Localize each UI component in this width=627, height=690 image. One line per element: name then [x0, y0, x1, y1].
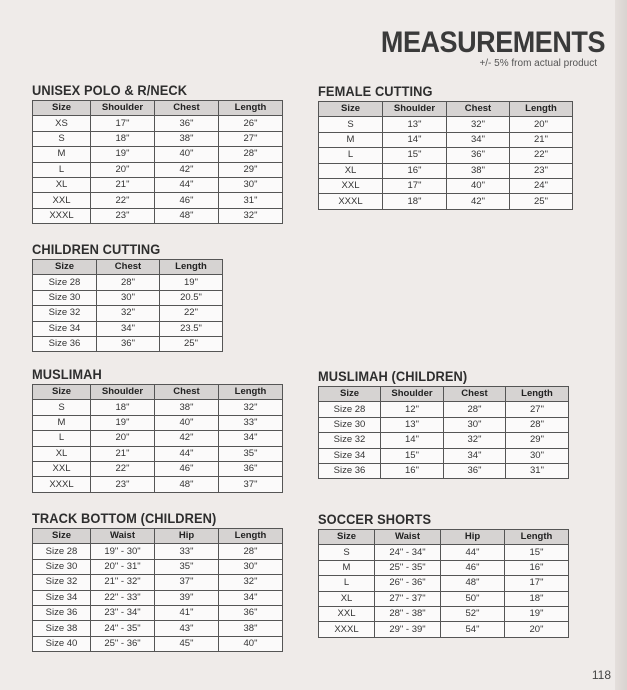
table-cell: 16": [381, 463, 444, 478]
table-row: [33, 575, 283, 590]
section-female-cutting: [318, 84, 573, 210]
table-cell: 20": [505, 622, 569, 637]
table-row: [33, 431, 283, 446]
column-header: Shoulder: [383, 102, 447, 117]
table-row: [319, 433, 569, 448]
table-cell: 34": [97, 321, 160, 336]
table-row: [319, 576, 569, 591]
table-cell: 40": [155, 147, 219, 162]
column-header: Shoulder: [91, 385, 155, 400]
table-cell: 27" - 37": [375, 591, 441, 606]
table-cell: 20" - 31": [91, 559, 155, 574]
table-cell: 14": [381, 433, 444, 448]
column-header: Size: [33, 260, 97, 275]
page-subtitle: +/- 5% from actual product: [479, 58, 597, 69]
table-cell: 37": [155, 575, 219, 590]
column-header: Chest: [97, 260, 160, 275]
table-cell: 36": [447, 148, 510, 163]
table-cell: S: [319, 545, 375, 560]
table-row: [33, 621, 283, 636]
table-cell: 29": [219, 162, 283, 177]
table-cell: 22": [510, 148, 573, 163]
table-row: [33, 544, 283, 559]
table-cell: 23.5": [160, 321, 223, 336]
table-cell: 18": [91, 400, 155, 415]
table-cell: 19": [505, 606, 569, 621]
table-cell: Size 34: [33, 590, 91, 605]
table-row: [33, 400, 283, 415]
table-cell: 28": [444, 402, 506, 417]
table-row: [33, 477, 283, 492]
table-cell: L: [319, 576, 375, 591]
table-cell: 24" - 34": [375, 545, 441, 560]
column-header: Chest: [155, 385, 219, 400]
column-header: Chest: [447, 102, 510, 117]
table-cell: 25" - 35": [375, 560, 441, 575]
page-title: MEASUREMENTS: [380, 26, 605, 59]
table-cell: 54": [441, 622, 505, 637]
table-cell: 39": [155, 590, 219, 605]
table-cell: 44": [155, 177, 219, 192]
table-cell: XXL: [319, 606, 375, 621]
table-cell: 15": [505, 545, 569, 560]
table-cell: 48": [155, 208, 219, 223]
section-title: UNISEX POLO & R/NECK: [32, 83, 188, 98]
table-cell: 17": [91, 116, 155, 131]
table-row: [319, 463, 569, 478]
table-cell: 25": [160, 336, 223, 351]
table-cell: 44": [441, 545, 505, 560]
table-cell: 13": [383, 117, 447, 132]
table-row: [319, 591, 569, 606]
size-table: [318, 101, 573, 210]
section-title: MUSLIMAH: [32, 367, 102, 382]
table-cell: 32": [219, 400, 283, 415]
table-cell: 21": [510, 132, 573, 147]
column-header: Size: [319, 102, 383, 117]
table-row: [33, 446, 283, 461]
table-cell: 27": [219, 131, 283, 146]
table-cell: 21": [91, 446, 155, 461]
table-cell: 13": [381, 417, 444, 432]
table-cell: 42": [155, 162, 219, 177]
table-cell: 34": [219, 431, 283, 446]
table-cell: 41": [155, 605, 219, 620]
table-cell: L: [33, 162, 91, 177]
section-track-bottom: [32, 511, 283, 652]
size-table: [32, 259, 223, 352]
table-cell: 23": [91, 477, 155, 492]
table-cell: Size 36: [33, 336, 97, 351]
table-cell: Size 38: [33, 621, 91, 636]
table-row: [33, 290, 223, 305]
column-header: Length: [219, 101, 283, 116]
table-cell: 21" - 32": [91, 575, 155, 590]
section-title: MUSLIMAH (CHILDREN): [318, 369, 468, 384]
table-cell: 22" - 33": [91, 590, 155, 605]
section-muslimah-children: [318, 369, 569, 479]
table-cell: XXXL: [319, 622, 375, 637]
table-cell: 34": [447, 132, 510, 147]
table-cell: M: [33, 147, 91, 162]
table-cell: 29": [506, 433, 569, 448]
column-header: Length: [505, 530, 569, 545]
table-cell: 23": [91, 208, 155, 223]
table-row: [33, 461, 283, 476]
table-row: [33, 559, 283, 574]
section-soccer-shorts: [318, 512, 569, 638]
table-cell: 28" - 38": [375, 606, 441, 621]
column-header: Length: [219, 529, 283, 544]
table-cell: Size 36: [33, 605, 91, 620]
table-cell: 21": [91, 177, 155, 192]
table-cell: 12": [381, 402, 444, 417]
size-table: [318, 386, 569, 479]
table-cell: 42": [447, 194, 510, 209]
table-row: [319, 622, 569, 637]
table-cell: 33": [219, 415, 283, 430]
table-row: [319, 132, 573, 147]
column-header: Size: [33, 529, 91, 544]
table-cell: 30": [444, 417, 506, 432]
table-row: [319, 560, 569, 575]
table-cell: XXL: [33, 461, 91, 476]
table-cell: 43": [155, 621, 219, 636]
section-title: CHILDREN CUTTING: [32, 242, 161, 257]
table-cell: M: [33, 415, 91, 430]
table-cell: 37": [219, 477, 283, 492]
table-row: [33, 177, 283, 192]
table-cell: Size 30: [33, 559, 91, 574]
column-header: Size: [319, 530, 375, 545]
table-row: [319, 606, 569, 621]
table-cell: M: [319, 132, 383, 147]
table-header-row: [33, 101, 283, 116]
table-cell: 19": [91, 415, 155, 430]
table-cell: 18": [505, 591, 569, 606]
column-header: Length: [160, 260, 223, 275]
table-cell: 32": [97, 306, 160, 321]
table-cell: Size 28: [319, 402, 381, 417]
table-row: [319, 117, 573, 132]
table-cell: Size 36: [319, 463, 381, 478]
table-cell: Size 32: [319, 433, 381, 448]
table-cell: 36": [219, 605, 283, 620]
table-cell: 15": [383, 148, 447, 163]
column-header: Length: [219, 385, 283, 400]
table-cell: Size 34: [33, 321, 97, 336]
table-cell: 17": [383, 178, 447, 193]
column-header: Chest: [155, 101, 219, 116]
table-cell: 36": [155, 116, 219, 131]
table-cell: 28": [219, 147, 283, 162]
table-header-row: [33, 529, 283, 544]
table-cell: 40": [219, 636, 283, 651]
table-cell: 22": [91, 193, 155, 208]
table-row: [319, 194, 573, 209]
table-row: [33, 636, 283, 651]
table-cell: S: [33, 400, 91, 415]
table-cell: Size 34: [319, 448, 381, 463]
column-header: Length: [506, 387, 569, 402]
column-header: Waist: [375, 530, 441, 545]
table-cell: 36": [444, 463, 506, 478]
table-cell: 23": [510, 163, 573, 178]
section-title: FEMALE CUTTING: [318, 84, 433, 99]
table-row: [33, 321, 223, 336]
table-cell: Size 28: [33, 544, 91, 559]
page-number: 118: [591, 668, 611, 682]
table-cell: 24" - 35": [91, 621, 155, 636]
table-row: [33, 147, 283, 162]
table-cell: M: [319, 560, 375, 575]
table-cell: S: [319, 117, 383, 132]
table-row: [319, 402, 569, 417]
table-row: [33, 162, 283, 177]
table-cell: XXL: [33, 193, 91, 208]
table-header-row: [33, 260, 223, 275]
table-cell: 16": [383, 163, 447, 178]
table-cell: 20.5": [160, 290, 223, 305]
table-cell: 18": [383, 194, 447, 209]
table-cell: 23" - 34": [91, 605, 155, 620]
table-cell: 30": [219, 177, 283, 192]
table-cell: Size 32: [33, 575, 91, 590]
table-cell: 16": [505, 560, 569, 575]
table-cell: 46": [155, 193, 219, 208]
table-cell: Size 30: [319, 417, 381, 432]
table-row: [319, 163, 573, 178]
table-cell: Size 30: [33, 290, 97, 305]
table-cell: 30": [219, 559, 283, 574]
table-header-row: [33, 385, 283, 400]
table-cell: 40": [447, 178, 510, 193]
table-cell: Size 40: [33, 636, 91, 651]
page-edge: [615, 0, 627, 690]
table-cell: 19" - 30": [91, 544, 155, 559]
table-cell: Size 32: [33, 306, 97, 321]
table-cell: L: [319, 148, 383, 163]
table-cell: S: [33, 131, 91, 146]
table-cell: 38": [447, 163, 510, 178]
table-cell: 44": [155, 446, 219, 461]
table-cell: 46": [441, 560, 505, 575]
table-cell: 48": [441, 576, 505, 591]
size-table: [32, 100, 283, 224]
column-header: Size: [33, 385, 91, 400]
table-cell: 25" - 36": [91, 636, 155, 651]
table-cell: 38": [219, 621, 283, 636]
table-header-row: [319, 102, 573, 117]
table-cell: 30": [506, 448, 569, 463]
column-header: Length: [510, 102, 573, 117]
size-table: [32, 528, 283, 652]
table-cell: XL: [319, 591, 375, 606]
table-cell: 31": [219, 193, 283, 208]
table-cell: XXXL: [33, 208, 91, 223]
table-cell: 34": [219, 590, 283, 605]
table-row: [319, 417, 569, 432]
table-row: [33, 605, 283, 620]
table-row: [319, 178, 573, 193]
table-cell: 46": [155, 461, 219, 476]
table-cell: XXXL: [33, 477, 91, 492]
column-header: Waist: [91, 529, 155, 544]
table-cell: 36": [97, 336, 160, 351]
table-cell: 28": [506, 417, 569, 432]
table-cell: 38": [155, 131, 219, 146]
table-cell: 14": [383, 132, 447, 147]
table-cell: Size 28: [33, 275, 97, 290]
table-row: [319, 448, 569, 463]
column-header: Size: [33, 101, 91, 116]
table-row: [33, 131, 283, 146]
table-cell: 26": [219, 116, 283, 131]
table-cell: 33": [155, 544, 219, 559]
table-row: [33, 306, 223, 321]
section-muslimah: [32, 367, 283, 493]
table-cell: 29" - 39": [375, 622, 441, 637]
table-cell: 26" - 36": [375, 576, 441, 591]
table-row: [33, 208, 283, 223]
table-cell: 18": [91, 131, 155, 146]
section-title: SOCCER SHORTS: [318, 512, 432, 527]
table-header-row: [319, 530, 569, 545]
table-row: [33, 116, 283, 131]
table-cell: L: [33, 431, 91, 446]
table-cell: 35": [219, 446, 283, 461]
table-row: [33, 590, 283, 605]
table-row: [33, 193, 283, 208]
table-cell: XXL: [319, 178, 383, 193]
table-cell: 24": [510, 178, 573, 193]
table-cell: XL: [33, 177, 91, 192]
table-cell: 28": [219, 544, 283, 559]
section-children-cutting: [32, 242, 223, 352]
table-cell: 31": [506, 463, 569, 478]
table-cell: 32": [219, 208, 283, 223]
table-row: [33, 275, 223, 290]
table-cell: 22": [160, 306, 223, 321]
table-row: [33, 336, 223, 351]
table-cell: 50": [441, 591, 505, 606]
table-cell: 42": [155, 431, 219, 446]
table-cell: XL: [33, 446, 91, 461]
column-header: Hip: [441, 530, 505, 545]
size-table: [32, 384, 283, 493]
section-unisex-polo: [32, 83, 283, 224]
table-header-row: [319, 387, 569, 402]
table-cell: 19": [91, 147, 155, 162]
table-cell: 45": [155, 636, 219, 651]
table-cell: 20": [91, 431, 155, 446]
column-header: Size: [319, 387, 381, 402]
column-header: Shoulder: [381, 387, 444, 402]
table-row: [319, 148, 573, 163]
table-cell: 25": [510, 194, 573, 209]
table-cell: 20": [510, 117, 573, 132]
table-cell: 34": [444, 448, 506, 463]
table-cell: 40": [155, 415, 219, 430]
table-cell: 32": [447, 117, 510, 132]
table-cell: 30": [97, 290, 160, 305]
table-cell: 15": [381, 448, 444, 463]
table-cell: 19": [160, 275, 223, 290]
column-header: Hip: [155, 529, 219, 544]
table-cell: 27": [506, 402, 569, 417]
table-cell: 20": [91, 162, 155, 177]
section-title: TRACK BOTTOM (CHILDREN): [32, 511, 217, 526]
size-table: [318, 529, 569, 638]
table-cell: 22": [91, 461, 155, 476]
table-cell: 17": [505, 576, 569, 591]
table-cell: 32": [219, 575, 283, 590]
table-cell: XXXL: [319, 194, 383, 209]
column-header: Chest: [444, 387, 506, 402]
table-cell: XL: [319, 163, 383, 178]
table-cell: 48": [155, 477, 219, 492]
table-cell: 35": [155, 559, 219, 574]
table-cell: 52": [441, 606, 505, 621]
table-cell: 28": [97, 275, 160, 290]
table-cell: 38": [155, 400, 219, 415]
table-row: [319, 545, 569, 560]
table-row: [33, 415, 283, 430]
table-cell: XS: [33, 116, 91, 131]
column-header: Shoulder: [91, 101, 155, 116]
table-cell: 32": [444, 433, 506, 448]
table-cell: 36": [219, 461, 283, 476]
